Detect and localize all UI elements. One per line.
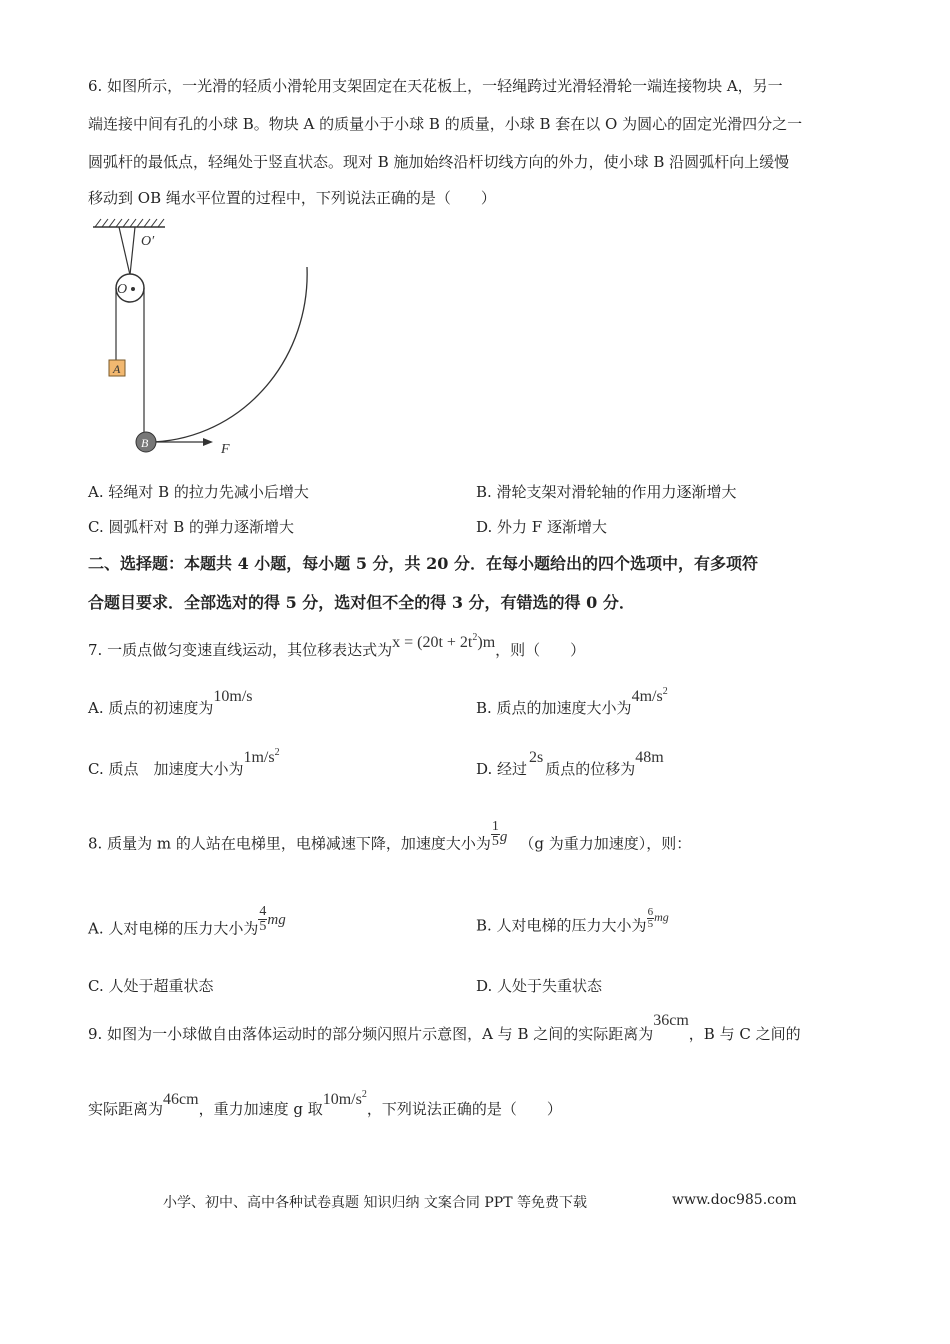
q9-gravity-value	[323, 1091, 367, 1108]
q7-option-c-val: 1m/s	[243, 749, 275, 766]
q7-stem-post: ，则（ ）	[495, 641, 586, 659]
q8-option-b-den: 5	[647, 918, 654, 930]
q8-frac-den: 5	[491, 834, 499, 849]
q7-option-c-text: C. 质点 加速度大小为	[88, 760, 244, 778]
q8-option-a-mg: mg	[267, 911, 286, 928]
q8-option-b-text: B. 人对电梯的压力大小为	[476, 916, 647, 935]
quarter-arc-rod	[147, 267, 307, 442]
q6-line2: 端连接中间有孔的小球 B。物块 A 的质量小于小球 B 的质量，小球 B 套在以 O 为圆心的固定光滑四分之一	[88, 115, 803, 133]
q7-option-b	[476, 686, 668, 719]
q9-line2-pre: 实际距离为	[88, 1100, 164, 1118]
q8-option-b	[476, 906, 669, 938]
q6-option-b: B. 滑轮支架对滑轮轴的作用力逐渐增大	[476, 483, 737, 501]
q7-option-b-val: 4m/s	[631, 688, 663, 705]
q7-option-a	[88, 688, 253, 719]
q8-g: g	[499, 828, 508, 845]
q7-stem	[88, 632, 586, 661]
q9-distance-ab: 36cm	[653, 1012, 689, 1029]
force-arrowhead	[203, 438, 213, 446]
q8-fraction	[491, 820, 500, 849]
q6-option-d: D. 外力 F 逐渐增大	[476, 518, 607, 536]
q9-gravity-exp: 2	[361, 1089, 367, 1100]
q8-option-b-num: 6	[647, 906, 654, 918]
q7-option-c	[88, 747, 280, 780]
q7-option-c-exp: 2	[274, 747, 280, 758]
q8-stem	[88, 819, 692, 859]
q7-option-a-value: 10m/s	[213, 688, 253, 705]
q6-option-c: C. 圆弧杆对 B 的弹力逐渐增大	[88, 518, 295, 536]
q9-line1	[88, 1012, 801, 1045]
q8-option-c: C. 人处于超重状态	[88, 977, 214, 995]
q7-option-d	[476, 749, 664, 780]
label-f: F	[221, 442, 230, 457]
q7-option-b-exp: 2	[662, 686, 668, 697]
label-o-prime: O′	[141, 234, 155, 249]
q7-option-d-text2: 质点的位移为	[545, 760, 636, 778]
q8-option-b-mg: mg	[654, 909, 669, 924]
q7-option-b-text: B. 质点的加速度大小为	[476, 699, 632, 717]
q9-line1-pre: 9. 如图为一小球做自由落体运动时的部分频闪照片示意图，A 与 B 之间的实际距离为	[88, 1025, 654, 1043]
q9-line1-post: ，B 与 C 之间的	[688, 1025, 801, 1043]
q7-option-d-val2: 48m	[635, 749, 664, 766]
q8-option-a-text: A. 人对电梯的压力大小为	[88, 919, 259, 938]
q6-line3: 圆弧杆的最低点，轻绳处于竖直状态。现对 B 施加始终沿杆切线方向的外力，使小球 B 沿圆弧杆向上缓慢	[88, 153, 790, 171]
q7-formula	[392, 634, 495, 651]
q6-option-a: A. 轻绳对 B 的拉力先减小后增大	[88, 483, 309, 501]
q7-option-d-val1: 2s	[529, 749, 544, 766]
q7-option-d-text1: D. 经过	[476, 760, 528, 778]
section2-heading-line2: 合题目要求．全部选对的得 5 分，选对但不全的得 3 分，有错选的得 0 分．	[88, 593, 635, 612]
q7-formula-end: )m	[477, 634, 496, 651]
pulley-figure	[85, 215, 325, 460]
q8-stem-pre: 8. 质量为 m 的人站在电梯里，电梯减速下降，加速度大小为	[88, 834, 491, 853]
q6-line4: 移动到 OB 绳水平位置的过程中，下列说法正确的是（ ）	[88, 189, 496, 207]
q8-option-a-num: 4	[259, 904, 267, 919]
q7-option-b-value	[632, 688, 668, 705]
footer-text: 小学、初中、高中各种试卷真题 知识归纳 文案合同 PPT 等免费下载	[163, 1195, 587, 1211]
q9-gravity-val: 10m/s	[322, 1091, 362, 1108]
q7-formula-main: x = (20t + 2t	[392, 634, 473, 651]
q8-frac-num: 1	[491, 819, 499, 834]
label-a: A	[113, 362, 121, 376]
bracket-left	[119, 227, 130, 275]
q6-line1: 6. 如图所示，一光滑的轻质小滑轮用支架固定在天花板上，一轻绳跨过光滑轻滑轮一端连接物块 A，另一	[88, 77, 783, 95]
label-o: O	[117, 282, 128, 297]
q8-option-b-fraction	[647, 907, 655, 930]
q9-line2-post: ，下列说法正确的是（ ）	[366, 1100, 562, 1118]
q8-option-a	[88, 904, 286, 944]
q7-option-c-value	[243, 749, 279, 766]
bracket-right	[130, 227, 135, 275]
q8-stem-post: （g 为重力加速度），则：	[519, 834, 692, 853]
section2-heading-line1: 二、选择题：本题共 4 小题，每小题 5 分，共 20 分．在每小题给出的四个选项中，有多项符	[88, 554, 758, 573]
q7-option-a-text: A. 质点的初速度为	[88, 699, 214, 717]
ceiling-hatch	[93, 219, 165, 227]
q9-line2-mid: ，重力加速度 g 取	[198, 1100, 323, 1118]
q7-formula-exp: 2	[472, 632, 478, 643]
q9-line2	[88, 1089, 562, 1120]
q8-option-d: D. 人处于失重状态	[476, 977, 603, 995]
label-b: B	[141, 436, 149, 450]
footer-url[interactable]: www.doc985.com	[672, 1192, 797, 1208]
q9-distance-bc: 46cm	[163, 1091, 199, 1108]
pulley-axle	[131, 287, 135, 291]
q8-option-a-den: 5	[259, 919, 267, 934]
q7-stem-pre: 7. 一质点做匀变速直线运动，其位移表达式为	[88, 641, 393, 659]
